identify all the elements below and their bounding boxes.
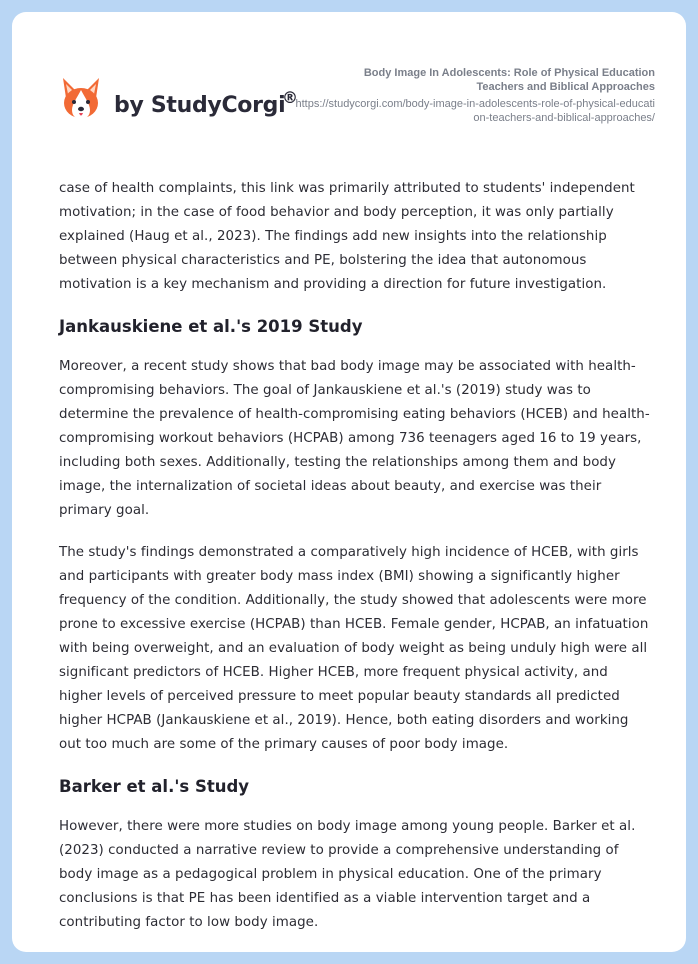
section-heading: Barker et al.'s Study	[59, 777, 250, 796]
paragraph: case of health complaints, this link was primarily attributed to students' independent motivation; in the case of food behavior and body perception, it was only partially explained (Haug et al., 2023). The findings add new insights into the relationship between physical characteristics and PE, bolstering the idea that autonomous motivation is a key mechanism and providing a direction for future investigation.	[59, 181, 635, 292]
document-body	[59, 177, 651, 952]
registered-mark: ®	[282, 88, 298, 107]
page-header	[12, 12, 686, 162]
paragraph: The study's findings demonstrated a comparatively high incidence of HCEB, with girls and participants with greater body mass index (BMI) showing a significantly higher frequency of the condition. Additionally, the study showed that adolescents were more prone to excessive exercise (HCPAB) than HCEB. Female gender, HCPAB, an infatuation with being overweight, and an evaluation of body weight as being unduly high were all significant predictors of HCEB. Higher HCEB, more frequent physical activity, and higher levels of perceived pressure to meet popular beauty standards all predicted higher HCPAB (Jankauskiene et al., 2019). Hence, both eating disorders and working out too much are some of the primary causes of poor body image.	[59, 545, 649, 752]
document-url[interactable]: https://studycorgi.com/body-image-in-adolescents-role-of-physical-education-teachers-and-biblical-approaches/	[295, 98, 655, 124]
corgi-logo-icon	[60, 76, 102, 122]
paragraph: Moreover, a recent study shows that bad body image may be associated with health-compromising behaviors. The goal of Jankauskiene et al.'s (2019) study was to determine the prevalence of health-compromising eating behaviors (HCEB) and health-compromising workout behaviors (HCPAB) among 736 teenagers aged 16 to 19 years, including both sexes. Additionally, testing the relationships among them and body image, the internalization of societal ideas about beauty, and exercise was their primary goal.	[59, 359, 650, 518]
document-title: Body Image In Adolescents: Role of Physical Education Teachers and Biblical Approaches	[363, 67, 655, 93]
section-heading: Jankauskiene et al.'s 2019 Study	[59, 317, 363, 336]
logo-text: by StudyCorgi	[114, 93, 286, 118]
paragraph: However, there were more studies on body image among young people. Barker et al. (2023) conducted a narrative review to provide a comprehensive understanding of body image as a pedagogical problem in physical education. One of the primary conclusions is that PE has been identified as a viable intervention target and a contributing factor to low body image.	[59, 819, 636, 930]
document-page	[12, 12, 686, 952]
